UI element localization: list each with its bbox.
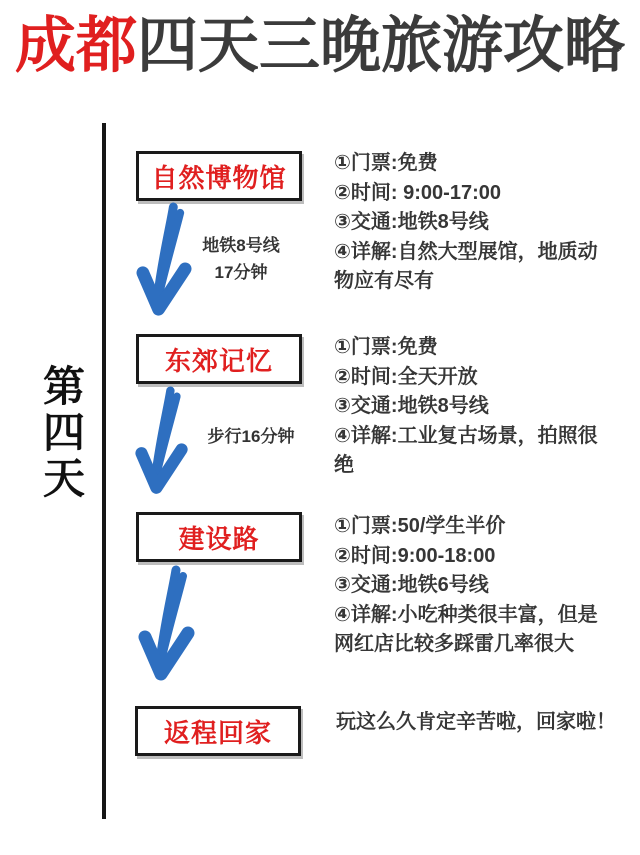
- down-arrow-icon: [136, 202, 193, 320]
- stop-name-label: 自然博物馆: [151, 162, 287, 193]
- transfer-label: [194, 423, 308, 450]
- stop-name-label: 返程回家: [163, 717, 272, 748]
- transfer-line: 17分钟: [214, 263, 268, 282]
- detail-line: ③交通:地铁6号线: [334, 574, 489, 596]
- stop-name-label: 东郊记忆: [164, 345, 273, 376]
- detail-line: ②时间: 9:00-17:00: [334, 181, 501, 204]
- timeline-line: [102, 123, 106, 819]
- stop-name-label: 建设路: [178, 523, 260, 554]
- stop-box-jianshe-road: [136, 512, 302, 562]
- down-arrow-icon: [134, 386, 190, 498]
- transfer-line: 地铁8号线: [202, 236, 280, 255]
- stop-details-natural-museum: [334, 149, 612, 297]
- stop-details-dongjiao-memory: [334, 333, 612, 481]
- title-rest: 四天三晚旅游攻略: [137, 11, 626, 79]
- detail-line: ①门票:免费: [334, 152, 438, 174]
- detail-line: ④详解:自然大型展馆，地质动物应有尽有: [334, 240, 598, 292]
- stop-box-natural-museum: [136, 151, 302, 201]
- stop-box-dongjiao-memory: [136, 334, 302, 384]
- detail-line: ②时间:9:00-18:00: [334, 544, 496, 567]
- detail-line: ④详解:小吃种类很丰富，但是网红店比较多踩雷几率很大: [334, 603, 598, 655]
- down-arrow-icon: [138, 564, 196, 686]
- stop-details-jianshe-road: [334, 512, 612, 660]
- final-note: 玩这么久肯定辛苦啦，回家啦！: [336, 711, 616, 733]
- transfer-label: [193, 232, 289, 286]
- detail-line: ③交通:地铁8号线: [334, 395, 489, 417]
- detail-line: ①门票:50/学生半价: [334, 515, 506, 537]
- stop-box-return-home: [135, 706, 301, 756]
- detail-line: ②时间:全天开放: [334, 365, 478, 388]
- title-highlight: 成都: [14, 11, 137, 79]
- detail-line: ③交通:地铁8号线: [334, 211, 489, 233]
- day-label: 第四天: [38, 364, 85, 502]
- transfer-line: 步行16分钟: [207, 427, 295, 446]
- page-title: [0, 12, 640, 79]
- detail-line: ④详解:工业复古场景，拍照很绝: [334, 424, 598, 476]
- detail-line: ①门票:免费: [334, 336, 438, 358]
